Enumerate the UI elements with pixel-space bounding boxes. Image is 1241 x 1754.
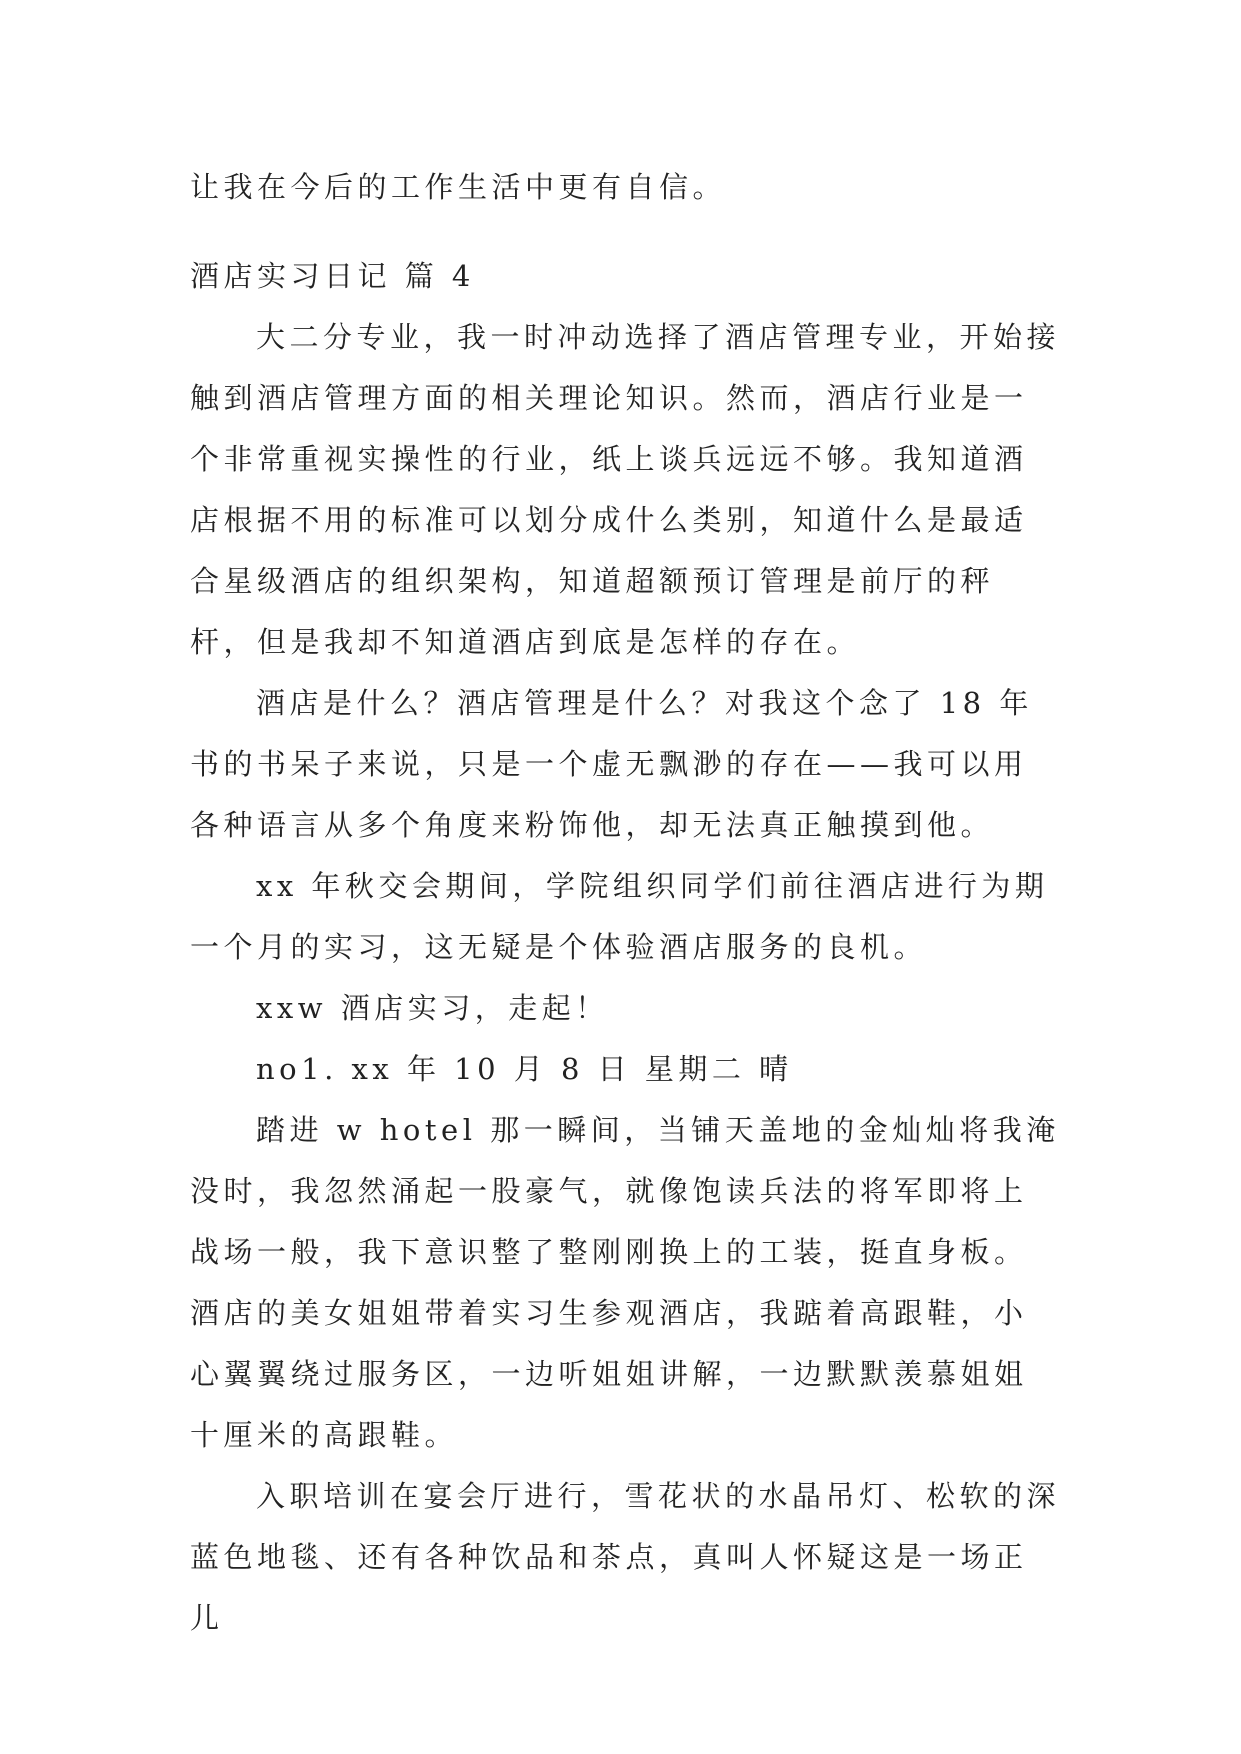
document-body bbox=[190, 157, 1060, 1649]
diary-date-line: no1. xx 年 10 月 8 日 星期二 晴 bbox=[256, 1052, 793, 1086]
paragraph-intro: 大二分专业，我一时冲动选择了酒店管理专业，开始接触到酒店管理方面的相关理论知识。然而，酒店行业是一个非常重视实操性的行业，纸上谈兵远远不够。我知道酒店根据不用的标准可以划分成什么类别，知道什么是最适合星级酒店的组织架构，知道超额预订管理是前厅的秤杆，但是我却不知道酒店到底是怎样的存在。 bbox=[190, 320, 1061, 659]
paragraph-motto: xxw 酒店实习，走起！ bbox=[256, 991, 609, 1025]
paragraph-question: 酒店是什么？酒店管理是什么？对我这个念了 18 年书的书呆子来说，只是一个虚无飘渺的存在——我可以用各种语言从多个角度来粉饰他，却无法真正触摸到他。 bbox=[190, 686, 1033, 842]
section-heading: 酒店实习日记 篇 4 bbox=[190, 259, 475, 293]
paragraph-first-day: 踏进 w hotel 那一瞬间，当铺天盖地的金灿灿将我淹没时，我忽然涌起一股豪气，就像饱读兵法的将军即将上战场一般，我下意识整了整刚刚换上的工装，挺直身板。酒店的美女姐姐带着实习生参观酒店，我踮着高跟鞋，小心翼翼绕过服务区，一边听姐姐讲解，一边默默羡慕姐姐十厘米的高跟鞋。 bbox=[190, 1113, 1060, 1452]
paragraph-training: 入职培训在宴会厅进行，雪花状的水晶吊灯、松软的深蓝色地毯、还有各种饮品和茶点，真叫人怀疑这是一场正儿 bbox=[190, 1479, 1061, 1635]
paragraph-internship: xx 年秋交会期间，学院组织同学们前往酒店进行为期一个月的实习，这无疑是个体验酒店服务的良机。 bbox=[190, 869, 1049, 964]
paragraph-closing-line: 让我在今后的工作生活中更有自信。 bbox=[190, 170, 727, 204]
